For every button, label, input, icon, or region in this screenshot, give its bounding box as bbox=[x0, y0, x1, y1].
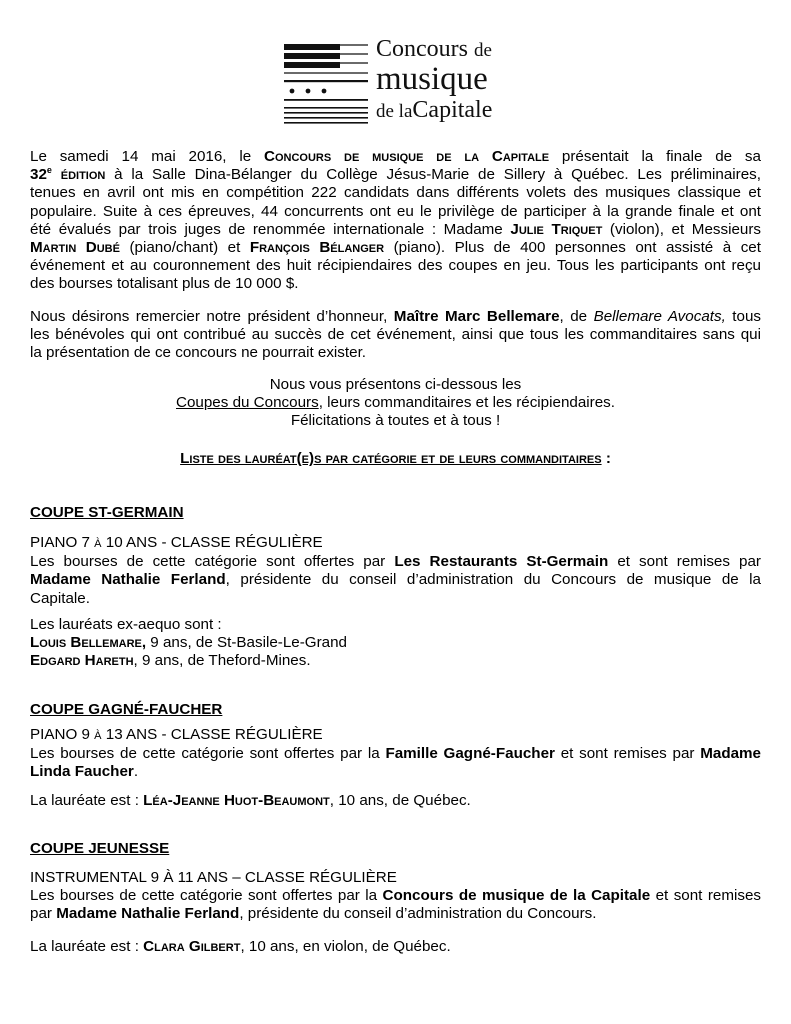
thanks-line bbox=[30, 308, 761, 326]
coupe-gagne-faucher-body bbox=[30, 726, 761, 782]
coupes-link[interactable]: Coupes du Concours bbox=[176, 394, 319, 412]
intro-line: événement et au couronnement des huit récipiendaires des coupes en jeu. Tous les participants ont reçu bbox=[30, 257, 761, 275]
presentation-block bbox=[30, 376, 761, 431]
laureate-line bbox=[30, 938, 761, 956]
thanks-text: tous bbox=[732, 308, 761, 325]
category-text: À bbox=[94, 730, 102, 742]
sponsor-text: et sont remises bbox=[655, 887, 761, 905]
honorary-president: Maître Marc Bellemare bbox=[393, 308, 560, 325]
logo-word-musique: musique bbox=[376, 61, 488, 97]
intro-paragraph bbox=[30, 148, 761, 294]
sponsor-text: , présidente du conseil d’administration du Concours de musique de la bbox=[225, 571, 762, 589]
intro-text: (piano). Plus de 400 personnes ont assisté à cet bbox=[393, 238, 761, 256]
thanks-line: les bénévoles qui ont contribué au succès de cet événement, ainsi que tous les commanditaires sans qui bbox=[30, 326, 761, 344]
laureate-line bbox=[30, 634, 761, 652]
judge-name: Martin Dubé bbox=[30, 238, 120, 256]
edition-word: édition bbox=[60, 166, 106, 184]
logo-word-de: de bbox=[474, 40, 492, 61]
category-text: 10 ANS - CLASSE RÉGULIÈRE bbox=[105, 534, 323, 551]
intro-text: Le samedi 14 mai 2016, le bbox=[30, 148, 252, 165]
laureate-detail: , 10 ans, en violon, de Québec. bbox=[240, 938, 451, 955]
law-firm: Bellemare Avocats, bbox=[593, 308, 726, 325]
logo-word-capitale: Capitale bbox=[412, 97, 493, 123]
intro-text: (violon), et Messieurs bbox=[609, 220, 761, 238]
thanks-text: , de bbox=[559, 308, 588, 325]
presentation-text: , leurs commanditaires et les récipiendaires. bbox=[318, 394, 615, 412]
sponsor-text: Les bourses de cette catégorie sont offertes par bbox=[30, 553, 386, 571]
intro-line bbox=[30, 221, 761, 239]
coupe-title: COUPE GAGNÉ-FAUCHER bbox=[30, 701, 223, 718]
logo-word-concours: Concours bbox=[376, 36, 468, 62]
coupe-jeunesse-laureate bbox=[30, 938, 761, 956]
category-text: 13 ANS - CLASSE RÉGULIÈRE bbox=[105, 726, 323, 743]
intro-text: à la Salle Dina-Bélanger du Collège Jésus-Marie de Sillery à Québec. Les préliminaires, bbox=[114, 166, 761, 184]
sponsor-line bbox=[30, 571, 761, 589]
sponsor-text: Les bourses de cette catégorie sont offertes par la bbox=[30, 887, 378, 905]
sponsor-line bbox=[30, 763, 761, 781]
laureate-detail: 9 ans, de St-Basile-Le-Grand bbox=[146, 634, 347, 652]
presenter-name: Madame Nathalie Ferland bbox=[30, 571, 226, 589]
category-text: PIANO 9 bbox=[30, 726, 90, 743]
sponsor-name: Famille Gagné-Faucher bbox=[385, 745, 555, 763]
presentation-line bbox=[30, 394, 761, 412]
list-heading-text: Liste des lauréat(e)s par catégorie et de leurs commanditaires bbox=[180, 450, 602, 467]
presentation-line: Nous vous présentons ci-dessous les bbox=[269, 376, 522, 393]
sponsor-text: Les bourses de cette catégorie sont offertes par la bbox=[30, 745, 380, 763]
thanks-text: Nous désirons remercier notre président d’honneur, bbox=[30, 308, 388, 325]
presentation-line: Félicitations à toutes et à tous ! bbox=[290, 412, 501, 430]
judge-name: François Bélanger bbox=[249, 238, 385, 256]
intro-line: tenues en avril ont mis en compétition 222 candidats dans différents volets des musiques classique et bbox=[30, 184, 761, 202]
laureate-name: Léa-Jeanne Huot-Beaumont bbox=[143, 792, 330, 809]
thanks-paragraph bbox=[30, 308, 761, 363]
intro-line: des bourses totalisant plus de 10 000 $. bbox=[30, 275, 299, 293]
sponsor-name: Les Restaurants St-Germain bbox=[394, 553, 609, 571]
org-name: Concours de musique de la Capitale bbox=[264, 148, 550, 165]
presenter-name: Madame Nathalie Ferland bbox=[56, 905, 240, 923]
edition-sup: e bbox=[46, 165, 52, 176]
intro-line: populaire. Suite à ces épreuves, 44 concurrents ont eu le privilège de participer à la grande finale et ont bbox=[30, 202, 761, 220]
laureate-name: Louis Bellemare, bbox=[30, 634, 147, 652]
intro-line bbox=[30, 239, 761, 257]
category-line bbox=[30, 726, 761, 745]
category-text: PIANO 7 bbox=[30, 534, 90, 551]
thanks-line: la présentation de ce concours ne pourrait exister. bbox=[30, 344, 367, 362]
coupe-title: COUPE JEUNESSE bbox=[30, 840, 170, 857]
sponsor-line bbox=[30, 745, 761, 763]
sponsor-name: Concours de musique de la Capitale bbox=[382, 887, 651, 905]
logo-word-de-la: de la bbox=[376, 101, 413, 122]
concours-logo bbox=[284, 36, 524, 128]
laureate-intro: La lauréate est : bbox=[30, 938, 139, 955]
category-line bbox=[30, 534, 761, 553]
sponsor-text: par bbox=[30, 905, 52, 923]
intro-line bbox=[30, 166, 761, 184]
list-heading-colon: : bbox=[605, 450, 611, 467]
sponsor-line bbox=[30, 553, 761, 571]
intro-text: présentait la finale de sa bbox=[561, 148, 761, 165]
sponsor-line bbox=[30, 887, 761, 905]
laureate-line bbox=[30, 792, 761, 810]
laureates-intro: Les lauréats ex-aequo sont : bbox=[30, 616, 222, 633]
category-line: INSTRUMENTAL 9 À 11 ANS – CLASSE RÉGULIÈRE bbox=[30, 869, 397, 886]
sponsor-text: et sont remises par bbox=[617, 553, 761, 571]
laureate-name: Clara Gilbert bbox=[143, 938, 241, 955]
coupe-st-germain-body bbox=[30, 534, 761, 608]
category-text: À bbox=[94, 538, 102, 550]
coupe-gagne-faucher-laureate bbox=[30, 792, 761, 810]
sponsor-text: . bbox=[133, 763, 139, 781]
presenter-name: Linda Faucher bbox=[30, 763, 134, 781]
judge-name: Julie Triquet bbox=[510, 220, 603, 238]
coupe-st-germain-laureates bbox=[30, 616, 761, 671]
sponsor-line: Capitale. bbox=[30, 589, 90, 607]
laureate-intro: La lauréate est : bbox=[30, 792, 139, 809]
sponsor-line bbox=[30, 905, 761, 923]
logo-wordmark bbox=[376, 36, 492, 126]
edition-number: 32 bbox=[30, 166, 47, 184]
staff-logo-icon bbox=[284, 40, 368, 126]
sponsor-text: et sont remises par bbox=[560, 745, 695, 763]
laureate-name: Edgard Hareth bbox=[30, 652, 134, 670]
coupe-title: COUPE ST-GERMAIN bbox=[30, 504, 184, 521]
intro-line bbox=[30, 148, 761, 166]
intro-text: (piano/chant) et bbox=[129, 238, 241, 256]
presenter-name: Madame bbox=[700, 745, 761, 763]
laureate-line bbox=[30, 652, 761, 670]
intro-text: été évalués par trois juges de renommée internationale : Madame bbox=[30, 220, 503, 238]
laureate-detail: , 9 ans, de Theford-Mines. bbox=[133, 652, 311, 670]
list-heading bbox=[30, 450, 761, 468]
coupe-jeunesse-body bbox=[30, 869, 761, 924]
laureate-detail: , 10 ans, de Québec. bbox=[329, 792, 471, 809]
sponsor-text: , présidente du conseil d’administration du Concours. bbox=[239, 905, 597, 923]
